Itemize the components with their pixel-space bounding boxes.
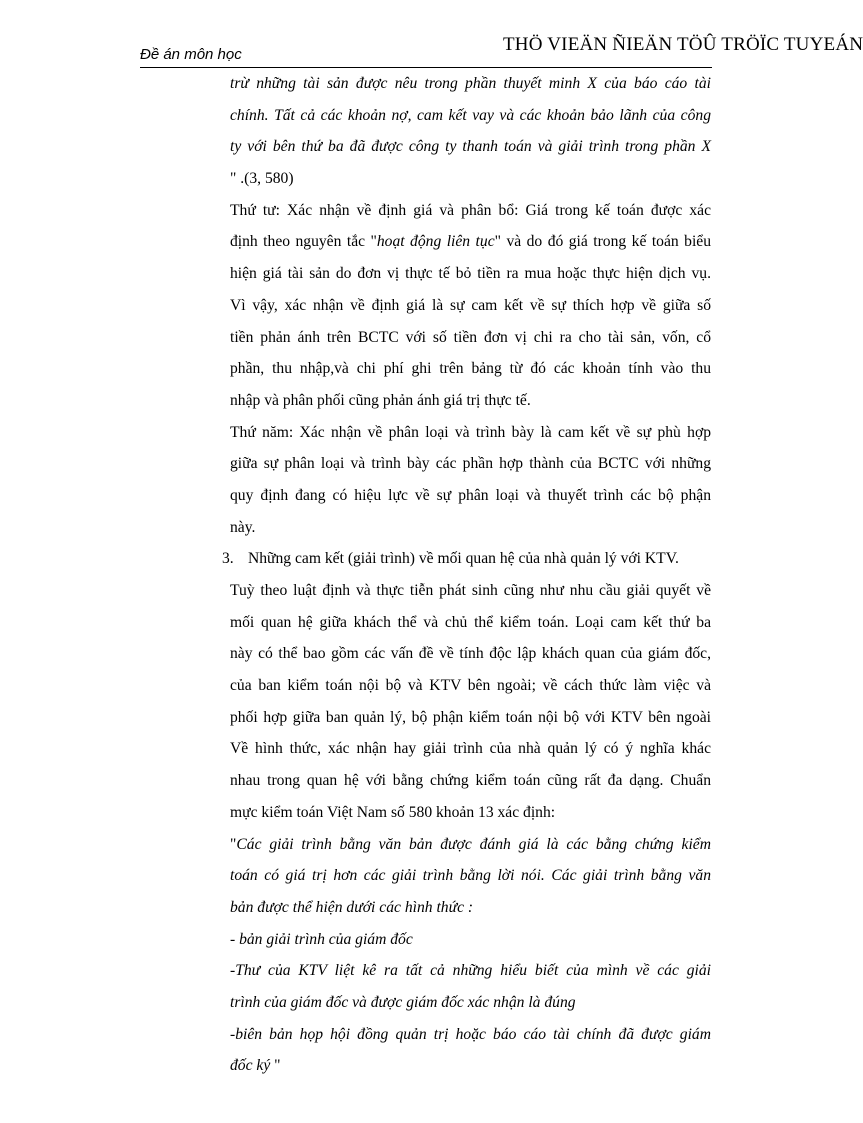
text-line	[230, 226, 711, 258]
text-segment: " và do đó giá trong kế toán biểu	[494, 233, 711, 251]
italic-quote: Các giải trình bằng văn bản được đánh giá là các bằng chứng kiểm	[236, 835, 711, 853]
text-segment: "	[230, 835, 237, 853]
text-line: Về hình thức, xác nhận hay giải trình của nhà quản lý có ý nghĩa khác	[230, 740, 711, 758]
text-line: Vì vậy, xác nhận về định giá là sự cam kết về sự thích hợp về giữa số	[230, 296, 711, 314]
text-line: Tuỳ theo luật định và thực tiễn phát sinh cũng như nhu cầu giải quyết về	[230, 582, 711, 599]
text-line: bản được thể hiện dưới các hình thức :	[230, 898, 474, 916]
italic-term: hoạt động liên tục	[376, 233, 495, 251]
header-left-title: Đề án môn học	[140, 46, 242, 63]
header-right-title: THÖ VIEÄN ÑIEÄN TÖÛ TRÖÏC TUYEÁN	[503, 34, 863, 55]
body-text	[222, 68, 711, 1082]
text-line: mối quan hệ giữa khách thể và chủ thể kiểm toán. Loại cam kết thứ ba	[230, 613, 711, 631]
text-line: trừ những tài sản được nêu trong phần thuyết minh X của báo cáo tài	[230, 75, 711, 92]
text-line: - bản giải trình của giám đốc	[230, 930, 413, 948]
text-line: quy định đang có hiệu lực về sự phân loại và thuyết trình các bộ phận	[230, 486, 711, 504]
text-segment: Những cam kết (giải trình) về mối quan hệ của nhà quản lý với KTV.	[248, 550, 679, 568]
text-line: nhau trong quan hệ với bằng chứng kiểm toán cũng rất đa dạng. Chuẩn	[230, 772, 711, 790]
text-line: -biên bản họp hội đồng quản trị hoặc báo cáo tài chính đã được giám	[230, 1025, 711, 1043]
text-line: này.	[230, 518, 256, 536]
text-line: của ban kiểm toán nội bộ và KTV bên ngoài; về cách thức làm việc và	[230, 677, 711, 695]
italic-quote: đốc ký	[230, 1057, 271, 1075]
text-segment: "	[270, 1057, 281, 1075]
text-line: hiện giá tài sản do đơn vị thực tế bỏ tiền ra mua hoặc thực hiện dịch vụ.	[230, 265, 711, 283]
text-line: phối hợp giữa ban quản lý, bộ phận kiểm toán nội bộ với KTV bên ngoài	[230, 708, 711, 726]
text-segment: định theo nguyên tắc "	[230, 233, 377, 251]
text-line: nhập và phân phối cũng phản ánh giá trị thực tế.	[230, 391, 531, 409]
text-line: Thứ tư: Xác nhận về định giá và phân bổ: Giá trong kế toán được xác	[230, 201, 711, 219]
text-line: toán có giá trị hơn các giải trình bằng lời nói. Các giải trình bằng văn	[230, 867, 711, 885]
text-line: tiền phản ánh trên BCTC với số tiền đơn vị chi ra cho tài sản, vốn, cổ	[230, 328, 711, 346]
text-line: chính. Tất cả các khoản nợ, cam kết vay và các khoản bảo lãnh của công	[230, 106, 711, 124]
text-line: giữa sự phân loại và trình bày các phần hợp thành của BCTC với những	[230, 455, 711, 473]
text-line: trình của giám đốc và được giám đốc xác nhận là đúng	[230, 993, 576, 1011]
text-line: phần, thu nhập,và chi phí ghi trên bảng từ đó các khoản tính vào thu	[230, 360, 711, 378]
text-line: -Thư của KTV liệt kê ra tất cả những hiểu biết của mình về các giải	[230, 962, 711, 980]
text-line: này có thể bao gồm các vấn đề về tính độc lập khách quan của giám đốc,	[230, 645, 711, 663]
numbered-line	[222, 543, 711, 575]
text-line	[230, 829, 711, 861]
text-line: Thứ năm: Xác nhận về phân loại và trình bày là cam kết về sự phù hợp	[230, 423, 711, 441]
text-line: " .(3, 580)	[230, 170, 294, 188]
text-line	[230, 1050, 711, 1082]
text-line: mực kiểm toán Việt Nam số 580 khoản 13 xác định:	[230, 803, 556, 821]
list-number: 3.	[222, 550, 234, 568]
text-line: ty với bên thứ ba đã được công ty thanh toán và giải trình trong phần X	[230, 138, 711, 156]
